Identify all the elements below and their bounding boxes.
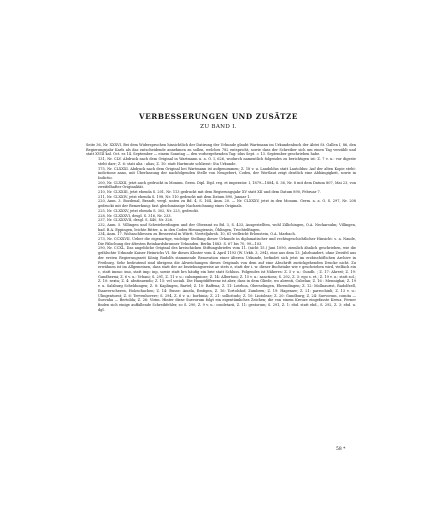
correction-entry: 232, Anm. 5. Villingen und Schwieberdingen und der Oberamt zu Bd. 3, S. 433, Ausgestellten, wohl Zillichingen, O.A. Neckarsulm; Villingen, bad. B.A. Eppingen, leichte Ritter, a. in den Codex Hirsaugiensis, Öhlingen, Trochtelfingen. (98, 222, 356, 232)
page-heading: VERBESSERUNGEN UND ZUSÄTZE (139, 112, 298, 121)
correction-entry: 131, Nr. CLV. Abdruck nach dem Original in Wartmann u. a. O. I, 626, wodurch namentlich folgendes zu berichtigen ist: Z. 7 v. u.: vor digeste steht darr; Z. 6: stati alia : alias; Z. 10: statt Hartmute schliesst: Sta Urkunde. (98, 157, 356, 166)
correction-entry: 220, Anm. 3. Bozdenal, Brandt, vergl. unten zu Bd. 4, S. 164, Anm. 20. — Nr. CLXXXV, jetzt in den Monum. Germ. a. a. O. S. 297, Nr. 208 gedruckt mit der Bemerkung: fast gleichmässige Nachzeichnung eines Originals. (98, 199, 356, 209)
corrections-list (86, 143, 356, 312)
correction-entry: 200, Nr. CLXXII, jetzt auch gedruckt in Monum. Germ. Dipl. Dipl. reg. et imperator. I, 1879—1884, S. 36, Nr. 8 mit dem Datum 807, Mai 23, von zweifelhafter Originalität. (98, 180, 356, 190)
correction-entry: 234, Anm. 17. Wohnschliessen zu Besserstal in Württ. Vierteljahrsh. 10, 61 vielleicht Erlenstein, O.A. Marbach. (98, 232, 296, 237)
correction-entry: Seite 36, Nr. XXXVI. Bei dem Widerspruchen hinsichtlich der Datirung der Urkunde glaubt Wartmann im Urkundenbuch der Abtei St. Gallen I, 86, den Regierungsjahr Karls als das entscheidende annehmen zu sollen, welches 782 entspricht, sowie dass der Schreiber sich um einen Tag verzählt und statt XVIII kal. Oct. es 14. September — einem Sonntag — den vorhergehenden Tag: idus Sept. = 13. September geschrieben habe. (86, 143, 356, 157)
correction-entry: 225, Nr. CLXXXV, jetzt ebenda S. 302, Nr. 225, gedruckt. (98, 208, 200, 213)
correction-entry: 273, Nr. CCXXVII. Ueber die eigenartige, wichtige Stellung dieser Urkunde in diplomatischer und rechtsgeschichtlicher Hinsicht: s. a. Naude, Die Fälschung der ältesten Reinhardsbrunner Urkunden. Berlin 1883. S. 67 bis 70, 99—103. (98, 237, 356, 246)
correction-entry: 210, Nr. CLXXIII, jetzt ebenda S. 201, Nr. 113 gedruckt mit dem Regierungsjahr XV statt XII und dem Datum 890, Februar 7. (98, 190, 321, 195)
correction-entry: 211, Nr. CLXXIV, jetzt ebenda S. 198, Nr. 110 gedruckt mit dem Datum 890, Januar 1. (98, 194, 251, 199)
page-number: 58 * (336, 447, 346, 452)
page-subheading: ZU BAND I. (200, 124, 237, 130)
correction-entry: 175, Nr. CLXXXI. Abdruck nach dem Original bei Wartmann ist aufgenommen; Z. 18 v. u. Landoldus statt Lautoldus: Auf der alten Kopie steht: indictione anno, mit Überlassung der nachfolgenden Stelle von Neugebert, Codex, der Wortlaut zeigt deutlich eine Abhängigkeit, sowie in Indictio. (98, 166, 356, 180)
correction-entry: 237, Nr. CLXXXVII, desgl. S. 440, Nr. 326. (98, 218, 173, 223)
correction-entry: 228, Nr. CLXXXVI, desgl. S. 316, Nr. 233. (98, 213, 172, 218)
correction-entry: 290, Nr. CCXL. Das angebliche Original des kreischicken Stiftungsbriefes vom 11. (nicht 15.) Juni 1090, ziemlich ähnlich geschrieben, wie die gefälschte Urkunde Kaiser Heinrichs VI. für dieses Kloster vom 4. April 1193 (W. Urkb. 3, 294), eine aus dem 13. Jahrhundert, ohne Zweifel aus der ersten Regierungszeit König Rudolfs stammende Renovation einer älteren Urkunde, befindet sich jetzt im erzbischöflichen Archive in Freiburg. Sehr bedeutend sind übrigens die Abweichungen dieses Originals von dem auf eine Abschrift zurückgehenden Drucke nicht. Zu erwähnen ist im Allgemeinen, dass statt der ae beziehungsweise ae stets e, statt der i. w. dieser Buchstabe wie v geschrieben wird, vielfach ein c, statt immo: imo, statt imp: inp, sowie statt brs häufig ein brie statt Schluss. Folgendes ist Näheres: Z. 5 v. u.: Gundb. ; Z. 17: Ahrest; Z. 19: Gundhermi; Z. 6 v. u.: Vrbani; S. 291, Z. 11 v. u.: calumpniose; Z. 14: Albertoni; Z. 15 v. u.: sanctions; S. 292, Z. 3: ego s. et.; Z. 19 v. u.: statt sol.; Z. 10: sexta; Z. 4: abstinuendo; Z. 15: vel sociali. Die Hauptdifferenz ist aber, dass in dem Gliede, wo abrenti, Cubelan; Z. 16 : Mennighai; Z. 19 v. u. Salzburg Scheldungen; Z. 8: Kaplingen, Bartel; Z. 10: Raffena; Z. 11: Leirhoa, Oberselingen, Ehrendingen; Z. 12: Mollnaurist, Radolfzell, Ihanverscheren, Holzschachen; Z. 14: Busse: Amela, Emtigen, Z. 16: Tortolshof, Zumbren; Z. 19: Hagenaw; Z. 21: parrochinli; Z. 13 v. u.: Ulingenturnt; Z. 6: Tervenhovere; S. 294, Z. 6 v. u.: borbinia; Z. 21: sollicitudo; Z. 10: Liutoleae; Z. 20: Gundburg; Z. 24: Suevorum, comita — Suevaha — Bertolda; Z. 26: Virim. Hinter diese Suevorum folgt ein eigentümliches Zeichen; die von einem Kreuze eingefasste Kreuz. Ferner finden sich einige auffallende Schreibfehler, so S. 290, Z. 9 v. u.: condetarii, Z. 11: gestorum; S. 291, Z. 1: ebd. statt ebd., S. 292, Z. 3: ebd. u. dgl. (98, 246, 356, 312)
